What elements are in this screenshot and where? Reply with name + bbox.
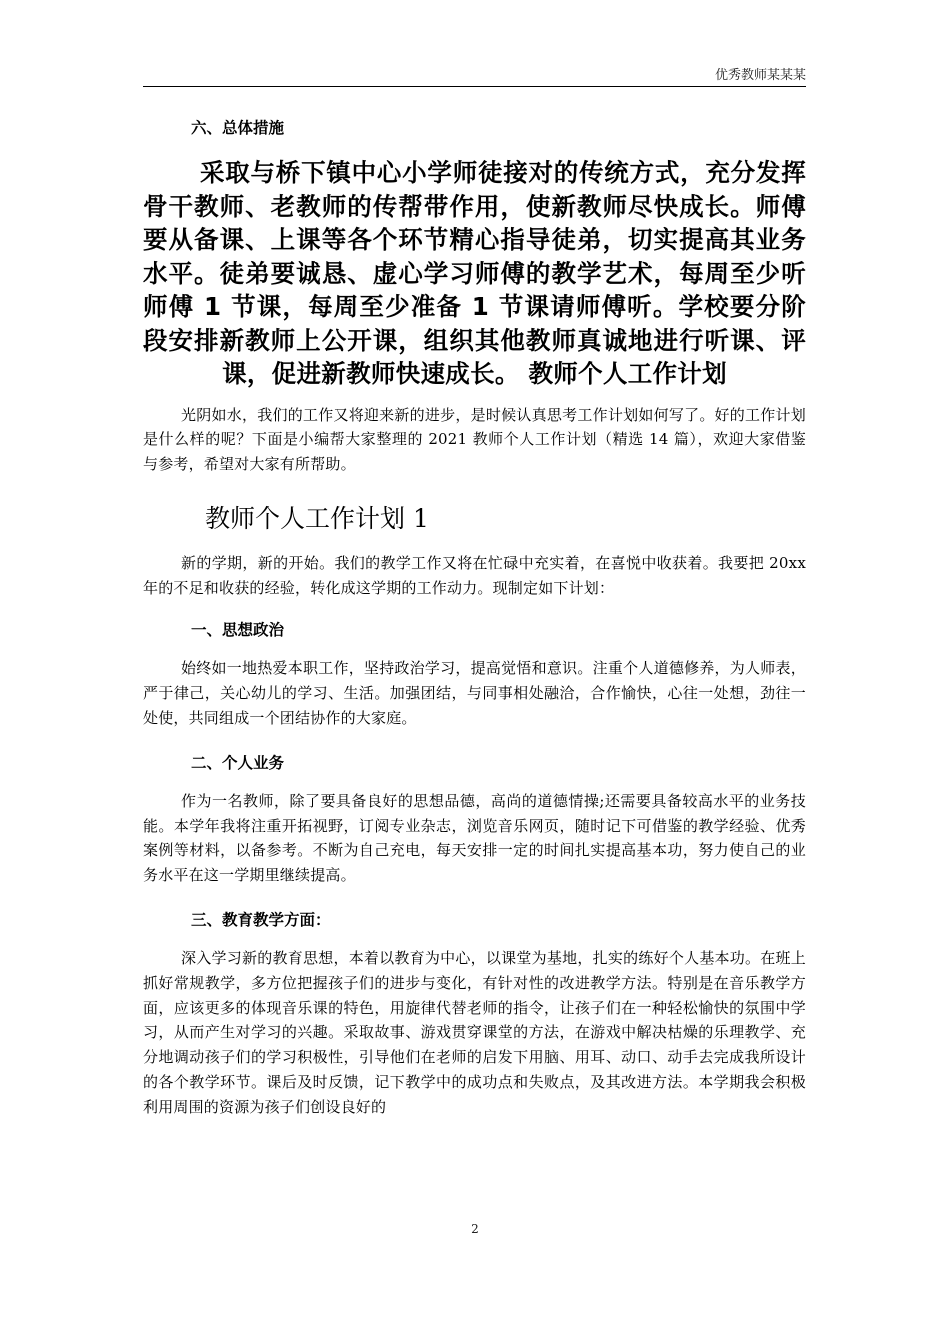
heading-overall-measures: 六、总体措施 bbox=[191, 119, 285, 137]
page-content bbox=[143, 108, 806, 1120]
overall-measures-paragraph: 采取与桥下镇中心小学师徒接对的传统方式，充分发挥骨干教师、老教师的传帮带作用，使新教师尽快成长。师傅要从备课、上课等各个环节精心指导徒弟，切实提高其业务水平。徒弟要诚恳、虚心学习师傅的教学艺术，每周至少听师傅 1 节课，每周至少准备 1 节课请师傅听。学校要分阶段安排新教师上公开课，组织其他教师真诚地进行听课、评课，促进新教师快速成长。 教师个人工作计划 bbox=[143, 158, 806, 388]
heading-ideology: 一、思想政治 bbox=[191, 621, 285, 640]
plan-title-1: 教师个人工作计划 1 bbox=[205, 503, 429, 533]
ideology-paragraph: 始终如一地热爱本职工作，坚持政治学习，提高觉悟和意识。注重个人道德修养，为人师表，严于律己，关心幼儿的学习、生活。加强团结，与同事相处融洽，合作愉快，心往一处想，劲往一处使，共同组成一个团结协作的大家庭。 bbox=[143, 659, 806, 728]
page-header bbox=[143, 50, 806, 87]
heading-teaching: 三、教育教学方面： bbox=[191, 911, 331, 930]
personal-business-paragraph: 作为一名教师，除了要具备良好的思想品德，高尚的道德情操;还需要具备较高水平的业务技能。本学年我将注重开拓视野，订阅专业杂志，浏览音乐网页，随时记下可借鉴的教学经验、优秀案例等材料，以备参考。不断为自己充电，每天安排一定的时间扎实提高基本功，努力使自己的业务水平在这一学期里继续提高。 bbox=[143, 791, 806, 885]
teaching-paragraph: 深入学习新的教育思想，本着以教育为中心，以课堂为基地，扎实的练好个人基本功。在班上抓好常规教学，多方位把握孩子们的进步与变化，有针对性的改进教学方法。特别是在音乐教学方面，应该更多的体现音乐课的特色，用旋律代替老师的指令，让孩子们在一种轻松愉快的氛围中学习，从而产生对学习的兴趣。采取故事、游戏贯穿课堂的方法，在游戏中解决枯燥的乐理教学、充分地调动孩子们的学习积极性，引导他们在老师的启发下用脑、用耳、动口、动手去完成我所设计的各个教学环节。课后及时反馈，记下教学中的成功点和失败点，及其改进方法。本学期我会积极利用周围的资源为孩子们创设良好的 bbox=[143, 949, 806, 1116]
page-number: 2 bbox=[471, 1222, 479, 1236]
heading-personal-business: 二、个人业务 bbox=[191, 753, 285, 772]
new-term-paragraph: 新的学期，新的开始。我们的教学工作又将在忙碌中充实着，在喜悦中收获着。我要把 20xx 年的不足和收获的经验，转化成这学期的工作动力。现制定如下计划： bbox=[143, 553, 806, 597]
intro-paragraph: 光阴如水，我们的工作又将迎来新的进步，是时候认真思考工作计划如何写了。好的工作计划是什么样的呢？下面是小编帮大家整理的 2021 教师个人工作计划（精选 14 篇），欢迎大家借鉴与参考，希望对大家有所帮助。 bbox=[143, 405, 806, 474]
header-author: 优秀教师某某某 bbox=[714, 68, 806, 83]
